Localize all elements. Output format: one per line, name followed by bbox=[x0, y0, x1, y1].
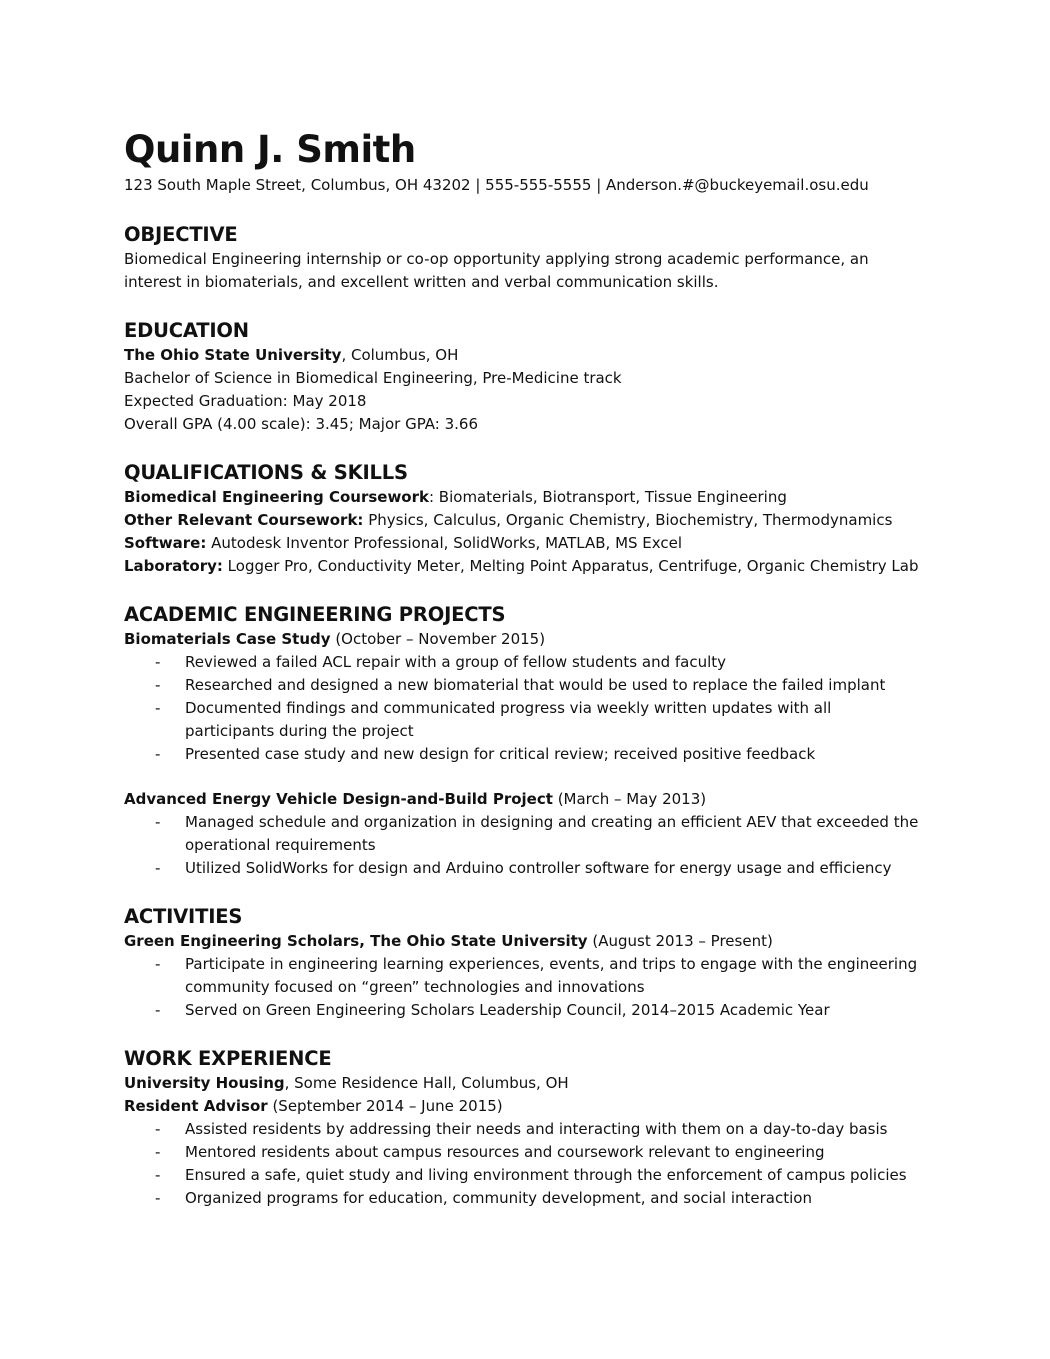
skills-value: Logger Pro, Conductivity Meter, Melting Point Apparatus, Centrifuge, Organic Chemistry Lab bbox=[222, 557, 919, 575]
school-name: The Ohio State University bbox=[124, 346, 342, 364]
bullet-dash: - bbox=[155, 1166, 161, 1184]
activities-heading: ACTIVITIES bbox=[124, 905, 243, 928]
activity-bullets bbox=[124, 953, 954, 1022]
activity-org: Green Engineering Scholars, The Ohio State University bbox=[124, 932, 588, 950]
bullet-text: Participate in engineering learning experiences, events, and trips to engage with the engineering community focused on “green” technologies and innovations bbox=[185, 955, 918, 996]
bullet-dash: - bbox=[155, 859, 161, 877]
skills-label: Other Relevant Coursework: bbox=[124, 511, 364, 529]
bullet-text: Mentored residents about campus resources and coursework relevant to engineering bbox=[185, 1143, 825, 1161]
bullet-item bbox=[124, 1164, 954, 1187]
work-heading: WORK EXPERIENCE bbox=[124, 1047, 332, 1070]
bullet-text: Assisted residents by addressing their needs and interacting with them on a day-to-day basis bbox=[185, 1120, 888, 1138]
objective-text: Biomedical Engineering internship or co-op opportunity applying strong academic performance, an interest in biomaterials, and excellent written and verbal communication skills. bbox=[124, 250, 869, 291]
bullet-item bbox=[124, 1141, 954, 1164]
bullet-item bbox=[124, 674, 954, 697]
contact-line: 123 South Maple Street, Columbus, OH 43202 | 555-555-5555 | Anderson.#@buckeyemail.osu.edu bbox=[124, 176, 869, 194]
project-bullets bbox=[124, 651, 954, 766]
skills-item bbox=[124, 509, 954, 532]
skills-item bbox=[124, 486, 954, 509]
skills-heading: QUALIFICATIONS & SKILLS bbox=[124, 461, 408, 484]
bullet-dash: - bbox=[155, 699, 161, 717]
bullet-item bbox=[124, 953, 975, 999]
project-title-line bbox=[124, 788, 954, 811]
bullet-text: Presented case study and new design for critical review; received positive feedback bbox=[185, 745, 816, 763]
bullet-item bbox=[124, 1187, 954, 1210]
skills-value: : Biomaterials, Biotransport, Tissue Engineering bbox=[428, 488, 787, 506]
project-dates: (March – May 2013) bbox=[552, 790, 707, 808]
candidate-name: Quinn J. Smith bbox=[124, 128, 416, 171]
bullet-item bbox=[124, 1118, 954, 1141]
bullet-dash: - bbox=[155, 676, 161, 694]
education-heading: EDUCATION bbox=[124, 319, 249, 342]
objective-heading: OBJECTIVE bbox=[124, 223, 238, 246]
work-bullets bbox=[124, 1118, 954, 1210]
bullet-item bbox=[124, 697, 895, 743]
bullet-dash: - bbox=[155, 653, 161, 671]
skills-value: Autodesk Inventor Professional, SolidWorks, MATLAB, MS Excel bbox=[206, 534, 683, 552]
bullet-text: Served on Green Engineering Scholars Leadership Council, 2014–2015 Academic Year bbox=[185, 1001, 830, 1019]
bullet-item bbox=[124, 743, 954, 766]
gpa-line: Overall GPA (4.00 scale): 3.45; Major GPA: 3.66 bbox=[124, 415, 479, 433]
bullet-item bbox=[124, 857, 954, 880]
graduation-line: Expected Graduation: May 2018 bbox=[124, 392, 367, 410]
skills-value: Physics, Calculus, Organic Chemistry, Biochemistry, Thermodynamics bbox=[363, 511, 893, 529]
bullet-text: Utilized SolidWorks for design and Arduino controller software for energy usage and efficiency bbox=[185, 859, 892, 877]
work-location: , Some Residence Hall, Columbus, OH bbox=[284, 1074, 569, 1092]
projects-heading: ACADEMIC ENGINEERING PROJECTS bbox=[124, 603, 506, 626]
skills-item bbox=[124, 532, 954, 555]
project-title-line bbox=[124, 628, 954, 651]
bullet-dash: - bbox=[155, 1120, 161, 1138]
project-name: Biomaterials Case Study bbox=[124, 630, 331, 648]
bullet-item bbox=[124, 999, 954, 1022]
bullet-dash: - bbox=[155, 1001, 161, 1019]
bullet-text: Organized programs for education, community development, and social interaction bbox=[185, 1189, 812, 1207]
project-bullets bbox=[124, 811, 954, 880]
project-name: Advanced Energy Vehicle Design-and-Build Project bbox=[124, 790, 553, 808]
bullet-item bbox=[124, 811, 945, 857]
project-dates: (October – November 2015) bbox=[330, 630, 546, 648]
work-employer: University Housing bbox=[124, 1074, 285, 1092]
bullet-dash: - bbox=[155, 1189, 161, 1207]
work-dates: (September 2014 – June 2015) bbox=[267, 1097, 503, 1115]
bullet-text: Reviewed a failed ACL repair with a group of fellow students and faculty bbox=[185, 653, 727, 671]
bullet-text: Documented findings and communicated progress via weekly written updates with all participants during the project bbox=[185, 699, 832, 740]
degree-line: Bachelor of Science in Biomedical Engineering, Pre-Medicine track bbox=[124, 369, 622, 387]
work-employer-line bbox=[124, 1072, 954, 1095]
skills-label: Laboratory: bbox=[124, 557, 223, 575]
bullet-dash: - bbox=[155, 1143, 161, 1161]
skills-item bbox=[124, 555, 954, 578]
bullet-text: Ensured a safe, quiet study and living environment through the enforcement of campus policies bbox=[185, 1166, 907, 1184]
bullet-dash: - bbox=[155, 813, 161, 831]
resume-content bbox=[124, 126, 954, 1210]
skills-label: Biomedical Engineering Coursework bbox=[124, 488, 429, 506]
education-school-line bbox=[124, 344, 954, 367]
bullet-text: Managed schedule and organization in designing and creating an efficient AEV that exceeded the operational requirements bbox=[185, 813, 919, 854]
bullet-dash: - bbox=[155, 955, 161, 973]
bullet-dash: - bbox=[155, 745, 161, 763]
school-location: , Columbus, OH bbox=[341, 346, 459, 364]
work-role-line bbox=[124, 1095, 954, 1118]
bullet-text: Researched and designed a new biomaterial that would be used to replace the failed implant bbox=[185, 676, 886, 694]
skills-label: Software: bbox=[124, 534, 207, 552]
bullet-item bbox=[124, 651, 954, 674]
activity-dates: (August 2013 – Present) bbox=[587, 932, 773, 950]
work-role: Resident Advisor bbox=[124, 1097, 268, 1115]
activity-title-line bbox=[124, 930, 954, 953]
